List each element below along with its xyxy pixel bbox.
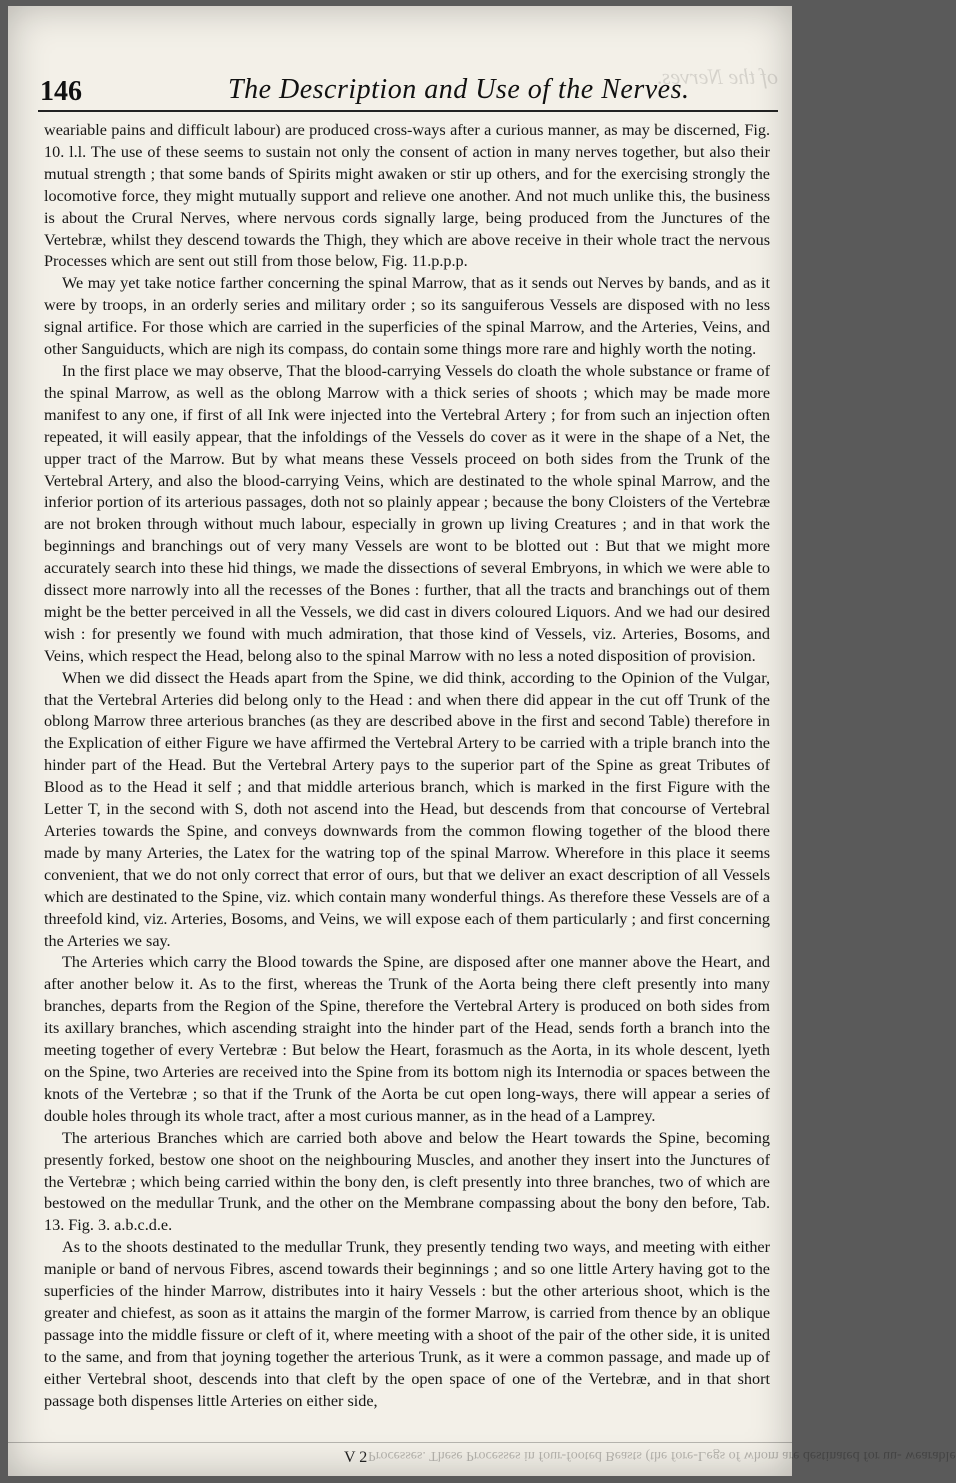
signature-mark: V 2 (344, 1449, 368, 1466)
paragraph-1: weariable pains and difficult labour) are produced cross-ways after a curious manner, as may be discerned, Fig. 10. l.l. The use of these seems to sustain not only the consent of action in many nerves together, but also their mutual strength ; that some bands of Spirits might awaken or stir up others, and for the exercising strongly the locomotive force, they might mutually support and relieve one another. And not much unlike this, the business is about the Crural Nerves, where nervous cords signally large, being produced from the Junctures of the Vertebræ, whilst they descend towards the Thigh, they which are above receive in their whole tract the nervous Processes which are sent out still from those below, Fig. 11.p.p.p. (44, 121, 770, 271)
paragraph-5: The Arteries which carry the Blood towards the Spine, are disposed after one manner above the Heart, and after another below it. As to the first, whereas the Trunk of the Aorta being there cleft presently into many branches, departs from the Region of the Spine, therefore the Vertebral Artery is produced on both sides from its axillary branches, which ascending straight into the hinder part of the Head, sends forth a branch into the meeting together of every Vertebræ : But below the Heart, forasmuch as the Aorta, in its whole descent, lyeth on the Spine, two Arteries are received into the Spine from its bottom nigh its Internodia or spaces between the knots of the Vertebræ ; so that if the Trunk of the Aorta be cut open long-ways, there will appear a series of double holes through its whole tract, after a most curious manner, as in the head of a Lamprey. (44, 953, 770, 1125)
paragraph-4: When we did dissect the Heads apart from the Spine, we did think, according to the Opinion of the Vulgar, that the Vertebral Arteries did belong only to the Head : and when there did appear in the cut off Trunk of the oblong Marrow three arterious branches (as they are described above in the first and second Table) therefore in the Explication of either Figure we have affirmed the Vertebral Artery to be carried with a triple branch into the hinder part of the Head. But the Vertebral Artery pays to the superior part of the Spine as great Tributes of Blood as to the Head it self ; and that middle arterious branch, which is marked in the first Figure with the Letter T, in the second with S, doth not ascend into the Head, but descends from that concourse of Vertebral Arteries towards the Spine, and conveys downwards from the common flowing together of the blood there made by many Arteries, the Latex for the watring top of the spinal Marrow. Wherefore in this place it seems convenient, that we do not only correct that error of ours, but that we deliver an exact description of all Vessels which are destinated to the Spine, viz. which contain many wonderful things. As therefore these Vessels are of a threefold kind, viz. Arteries, Bosoms, and Veins, we will expose each of them particularly ; and first concerning the Arteries we say. (44, 668, 770, 950)
paragraph-3: In the first place we may observe, That the blood-carrying Vessels do cloath the whole substance or frame of the spinal Marrow, as well as the oblong Marrow with a thick series of shoots ; which may be made more manifest to any one, if first of all Ink were injected into the Vertebral Artery ; for from such an injection often repeated, it will easily appear, that the infoldings of the Vessels do cover as it were in the shape of a Net, the upper tract of the Marrow. But by what means these Vessels proceed on both sides from the Trunk of the Vertebral Artery, and also the blood-carrying Veins, which are destinated to the whole spinal Marrow, and the inferior portion of its arterious passages, doth not so plainly appear ; because the bony Cloisters of the Vertebræ are not broken through without much labour, especially in grown up living Creatures ; and in that work the beginnings and branchings out of very many Vessels are wont to be blotted out : But that we might more accurately search into these hid things, we made the dissections of several Embryons, in which we were able to dissect more narrowly into all the recesses of the Bones : further, that all the tracts and branchings out of them might be the better perceived in all the Vessels, we did cast in divers coloured Liquors. And we had our desired wish : for presently we found with much admiration, that those kind of Vessels, viz. Arteries, Bosoms, and Veins, which respect the Head, belong also to the spinal Marrow with no less a noted disposition of provision. (44, 361, 770, 665)
running-title: The Description and Use of the Nerves. (228, 74, 690, 105)
body-text (44, 120, 770, 1412)
page-number: 146 (40, 76, 82, 107)
paragraph-6: The arterious Branches which are carried both above and below the Heart towards the Spine, becoming presently forked, bestow one shoot on the neighbouring Muscles, and another they insert into the Junctures of the Vertebræ ; which being carried within the bony den, is cleft presently into three branches, two of which are bestowed on the medullar Trunk, and the other on the Membrane compassing about the bony den before, Tab. 13. Fig. 3. a.b.c.d.e. (44, 1128, 770, 1235)
page-header (38, 74, 778, 112)
bleed-through-footer: Processes. These Processes in four-footed Beasts (the fore-Legs of whom are destinated for uu- wearable (368, 1448, 956, 1463)
bleed-through-title: of the Nerves. (656, 64, 778, 89)
page-footer (8, 1442, 956, 1473)
paragraph-7: As to the shoots destinated to the medullar Trunk, they presently tending two ways, and meeting with either maniple or band of nervous Fibres, ascend towards their beginnings ; and so one little Artery having got to the superficies of the hinder Marrow, distributes into it hairy Vessels : but the other arterious shoot, which is the greater and chiefest, as soon as it attains the margin of the former Marrow, is carried from thence by an oblique passage into the middle fissure or cleft of it, where meeting with a shoot of the pair of the other side, it is united to the same, and from that joyning together the arterious Trunk, as it were a common passage, and made up of either Vertebral shoot, descends into that cleft by the open space of one of the Vertebræ, and in that short passage both dispenses little Arteries on either side, (44, 1238, 770, 1410)
paragraph-2: We may yet take notice farther concerning the spinal Marrow, that as it sends out Nerves by bands, and as it were by troops, in an orderly series and military order ; so its sanguiferous Vessels are disposed with no less signal artifice. For those which are carried in the superficies of the spinal Marrow, and the Arteries, Veins, and other Sanguiducts, which are nigh its compass, do contain some things more rare and highly worth the noting. (44, 274, 770, 359)
book-page (8, 6, 956, 1476)
